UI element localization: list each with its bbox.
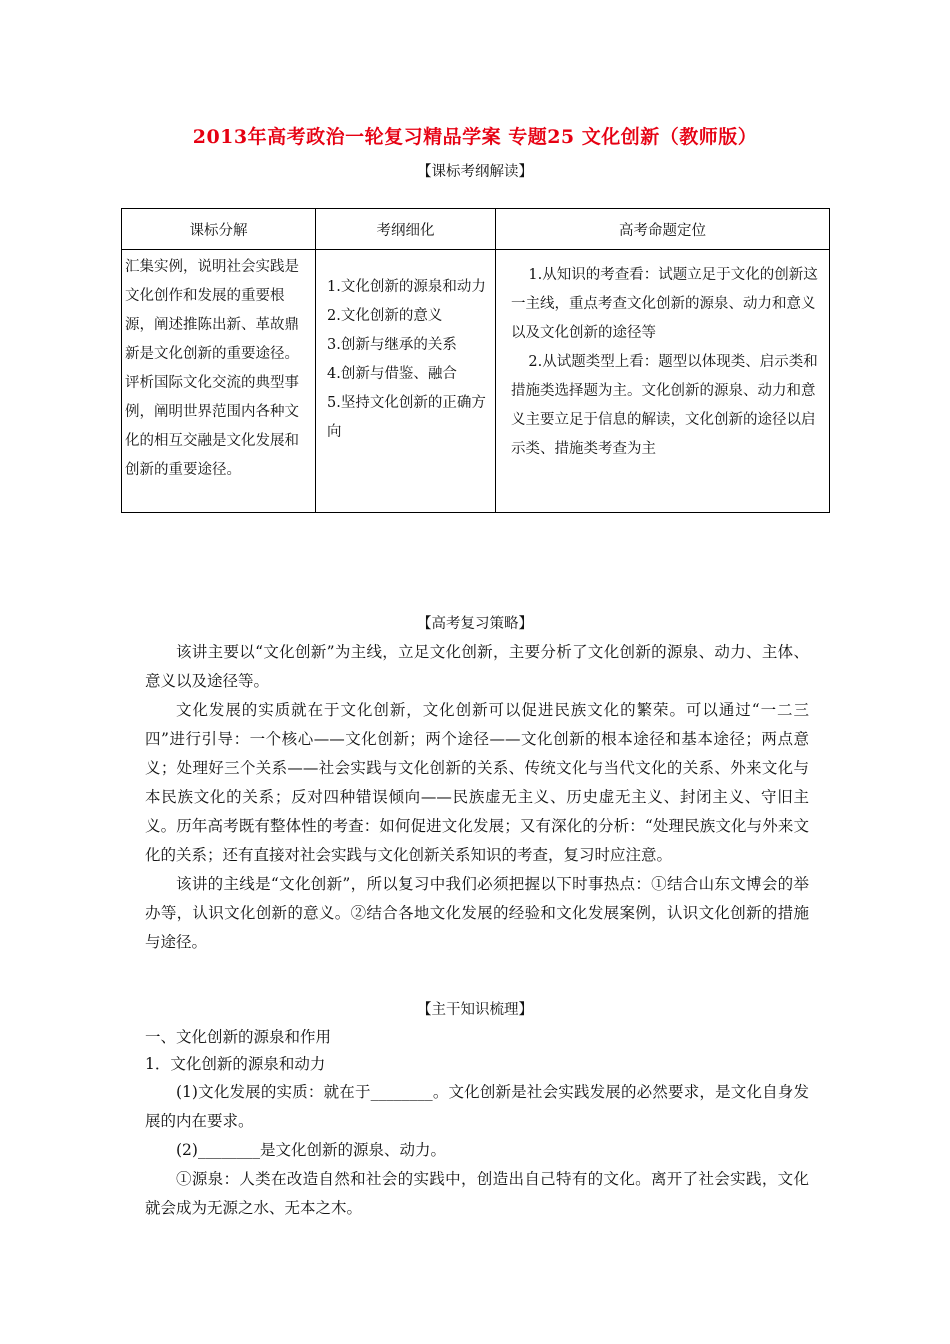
table-cell-curriculum <box>122 250 316 513</box>
strategy-text <box>145 638 809 957</box>
paragraph: 该讲主要以“文化创新”为主线，立足文化创新，主要分析了文化创新的源泉、动力、主体、意义以及途径等。 <box>145 643 809 690</box>
heading: 一、文化创新的源泉和作用 <box>145 1028 332 1046</box>
paragraph: (2)________是文化创新的源泉、动力。 <box>176 1141 446 1159</box>
knowledge-text <box>145 1024 809 1223</box>
table-header-cell: 课标分解 <box>122 209 316 250</box>
section-label-knowledge: 【主干知识梳理】 <box>417 1002 533 1018</box>
list-item: 2.文化创新的意义 <box>327 308 443 324</box>
table-header-cell: 考纲细化 <box>316 209 496 250</box>
table-cell-exam-focus <box>496 250 830 513</box>
curriculum-table <box>121 208 830 513</box>
document-title: 2013年高考政治一轮复习精品学案 专题25 文化创新（教师版） <box>192 126 758 148</box>
list-item: 4.创新与借鉴、融合 <box>327 366 457 382</box>
table-row <box>122 250 830 513</box>
list-item: 1.文化创新的源泉和动力 <box>327 279 486 295</box>
heading: 1．文化创新的源泉和动力 <box>145 1055 326 1073</box>
exam-focus-text <box>497 251 828 464</box>
section-label-strategy: 【高考复习策略】 <box>417 616 533 632</box>
paragraph: 2.从试题类型上看：题型以体现类、启示类和措施类选择题为主。文化创新的源泉、动力和意义主要立足于信息的解读，文化创新的途径以启示类、措施类考查为主 <box>511 354 818 457</box>
paragraph: 该讲的主线是“文化创新”，所以复习中我们必须把握以下时事热点：①结合山东文博会的举办等，认识文化创新的意义。②结合各地文化发展的经验和文化发展案例，认识文化创新的措施与途径。 <box>145 875 809 951</box>
paragraph: (1)文化发展的实质：就在于________。文化创新是社会实践发展的必然要求，是文化自身发展的内在要求。 <box>145 1083 809 1130</box>
paragraph: 文化发展的实质就在于文化创新，文化创新可以促进民族文化的繁荣。可以通过“一二三四”进行引导：一个核心——文化创新；两个途径——文化创新的根本途径和基本途径；两点意义；处理好三个关系——社会实践与文化创新的关系、传统文化与当代文化的关系、外来文化与本民族文化的关系；反对四种错误倾向——民族虚无主义、历史虚无主义、封闭主义、守旧主义。历年高考既有整体性的考查：如何促进文化发展；又有深化的分析：“处理民族文化与外来文化的关系；还有直接对社会实践与文化创新关系知识的考查，复习时应注意。 <box>145 701 809 864</box>
paragraph: ①源泉：人类在改造自然和社会的实践中，创造出自己特有的文化。离开了社会实践，文化就会成为无源之水、无本之木。 <box>145 1170 809 1217</box>
list-item: 3.创新与继承的关系 <box>327 337 457 353</box>
curriculum-text: 汇集实例，说明社会实践是文化创作和发展的重要根源，阐述推陈出新、革故鼎新是文化创新的重要途径。评析国际文化交流的典型事例，阐明世界范围内各种文化的相互交融是文化发展和创新的重要途径。 <box>125 259 299 478</box>
paragraph: 1.从知识的考查看：试题立足于文化的创新这一主线，重点考查文化创新的源泉、动力和意义以及文化创新的途径等 <box>511 267 818 341</box>
table-header-row <box>122 209 830 250</box>
outline-list <box>317 251 494 447</box>
table-cell-outline <box>316 250 496 513</box>
section-label-curriculum: 【课标考纲解读】 <box>417 164 533 180</box>
list-item: 5.坚持文化创新的正确方向 <box>327 395 486 440</box>
table-header-cell: 高考命题定位 <box>496 209 830 250</box>
